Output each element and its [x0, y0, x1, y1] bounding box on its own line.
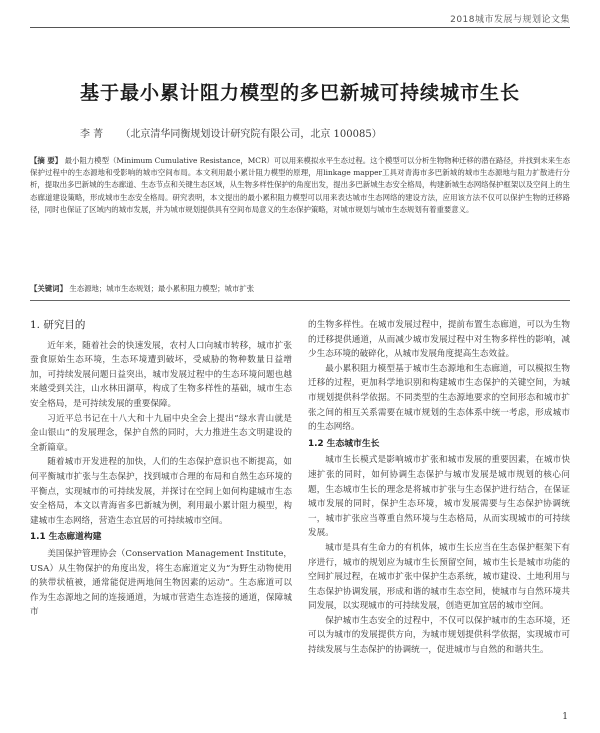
keywords-text: 生态源地；城市生态规划；最小累积阻力模型；城市扩张 — [69, 284, 255, 293]
running-header: 2018城市发展与规划论文集 — [450, 15, 570, 25]
author-line — [80, 125, 382, 140]
left-column — [30, 318, 292, 620]
paper-title: 基于最小累计阻力模型的多巴新城可持续城市生长 — [79, 82, 520, 104]
left-paragraph: 近年来，随着社会的快速发展，农村人口向城市转移，城市扩张蚕食原始生态环境，生态环境遭到破坏，受威胁的物种数量日益增加，可持续发展问题日益突出，城市发展过程中的生态环境问题也越来越受到关注，山水林田湖草，构成了生物多样性的基础，城市生态安全格局，是可持续发展的重要保障。 — [30, 340, 292, 409]
left-paragraph: 随着城市开发进程的加快，人们的生态保护意识也不断提高，如何平衡城市扩张与生态保护，找到城市合理的布局和自然生态环境的平衡点，实现城市的可持续发展，并探讨在空间上如何构建城市生态安全格局，本文以青海省多巴新城为例，利用最小累计阻力模型，构建城市生态网络，营造生态宜居的可持续城市空间。 — [30, 457, 292, 526]
keywords-label: 【关键词】 — [30, 284, 67, 293]
section-heading-1-1: 1.1 生态廊道构建 — [30, 532, 102, 543]
right-paragraph: 城市生长模式是影响城市扩张和城市发展的重要因素，在城市快速扩张的同时，如何协调生态保护与城市发展是城市规划的核心问题，生态城市生长的理念是将城市扩张与生态保护进行结合，在保证城市发展的同时，保护生态环境，城市发展需要与生态保护协调统一，城市扩张应当尊重自然环境与生态格局，从而实现城市的可持续发展。 — [308, 455, 570, 539]
right-paragraph: 最小累积阻力模型基于城市生态源地和生态廊道，可以模拟生物迁移的过程，更加科学地识别和构建城市生态保护的关键空间，为城市规划提供科学依据。不同类型的生态源地要求的空间形态和城市扩张之间的相互关系需要在城市规划的生态体系中统一考虑，形成城市的生态网络。 — [308, 363, 570, 433]
keywords — [30, 283, 570, 294]
author-name: 李 菁 — [80, 129, 104, 140]
abstract — [30, 155, 570, 216]
right-column — [308, 318, 570, 658]
section-heading-1: 1. 研究目的 — [30, 319, 86, 331]
right-paragraph: 城市是具有生命力的有机体，城市生长应当在生态保护框架下有序进行，城市的规划应为城市生长预留空间，城市生长是城市功能的空间扩展过程，在城市扩张中保护生态系统，城市建设、土地利用与生态保护协调发展，形成和谐的城市生态空间，使城市与自然环境共同发展，以实现城市的可持续发展，创造更加宜居的城市空间。 — [308, 542, 570, 612]
abstract-text: 最小阻力模型（Minimum Cumulative Resistance，MCR）可以用来模拟水平生态过程。这个模型可以分析生物物种迁移的潜在路径，并找到未来生态保护过程中的生态源地和受影响的城市空间布局。本文利用最小累计阻力模型的原理，用linkage mapper工具对青海市多巴新城的城市生态源地与阻力扩散进行分析，提取出多巴新城的生态廊道、生态节点和关键生态区域，从生物多样性保护的角度出发，提出多巴新城生态安全格局，构建新城生态网络保护框架以及空间上的生态廊道建设策略，形成城市生态安全格局。研究表明，本文提出的最小累积阻力模型可以用来表达城市生态网络的建设方法，应用该方法不仅可以保护生物的迁移路径，同时也保证了区域内的城市发展，并为城市规划提供具有空间布局意义的生态保护策略，对城市规划与城市生态规划有着重要意义。 — [30, 156, 571, 214]
section-divider — [30, 300, 570, 301]
left-paragraph: 习近平总书记在十八大和十九届中央全会上提出“绿水青山就是金山银山”的发展理念，保护自然的同时，大力推进生态文明建设的全新篇章。 — [30, 413, 292, 453]
section-heading-1-2: 1.2 生态城市生长 — [308, 438, 380, 449]
right-paragraph: 的生物多样性。在城市发展过程中，提前布置生态廊道，可以为生物的迁移提供通道，从而减少城市发展过程中对生物多样性的影响，减少生态环境的破碎化，从城市发展角度提高生态效益。 — [308, 320, 570, 360]
right-paragraph: 保护城市生态安全的过程中，不仅可以保护城市的生态环境，还可以为城市的发展提供方向，为城市规划提供科学依据，实现城市可持续发展与生态保护的协调统一，促进城市与自然的和谐共生。 — [308, 615, 570, 656]
header-rule — [30, 27, 570, 28]
left-paragraph: 美国保护管理协会（Conservation Management Institute，USA）从生物保护的角度出发，将生态廊道定义为“为野生动物使用的狭带状植被，通常能促进两地间生物因素的运动”。生态廊道可以作为生态源地之间的连接通道，为城市营造生态连接的通道，保障城市 — [30, 548, 292, 618]
page-number: 1 — [562, 712, 568, 722]
author-affiliation: （北京清华同衡规划设计研究院有限公司，北京 100085） — [120, 129, 382, 140]
abstract-label: 【摘 要】 — [30, 156, 63, 165]
